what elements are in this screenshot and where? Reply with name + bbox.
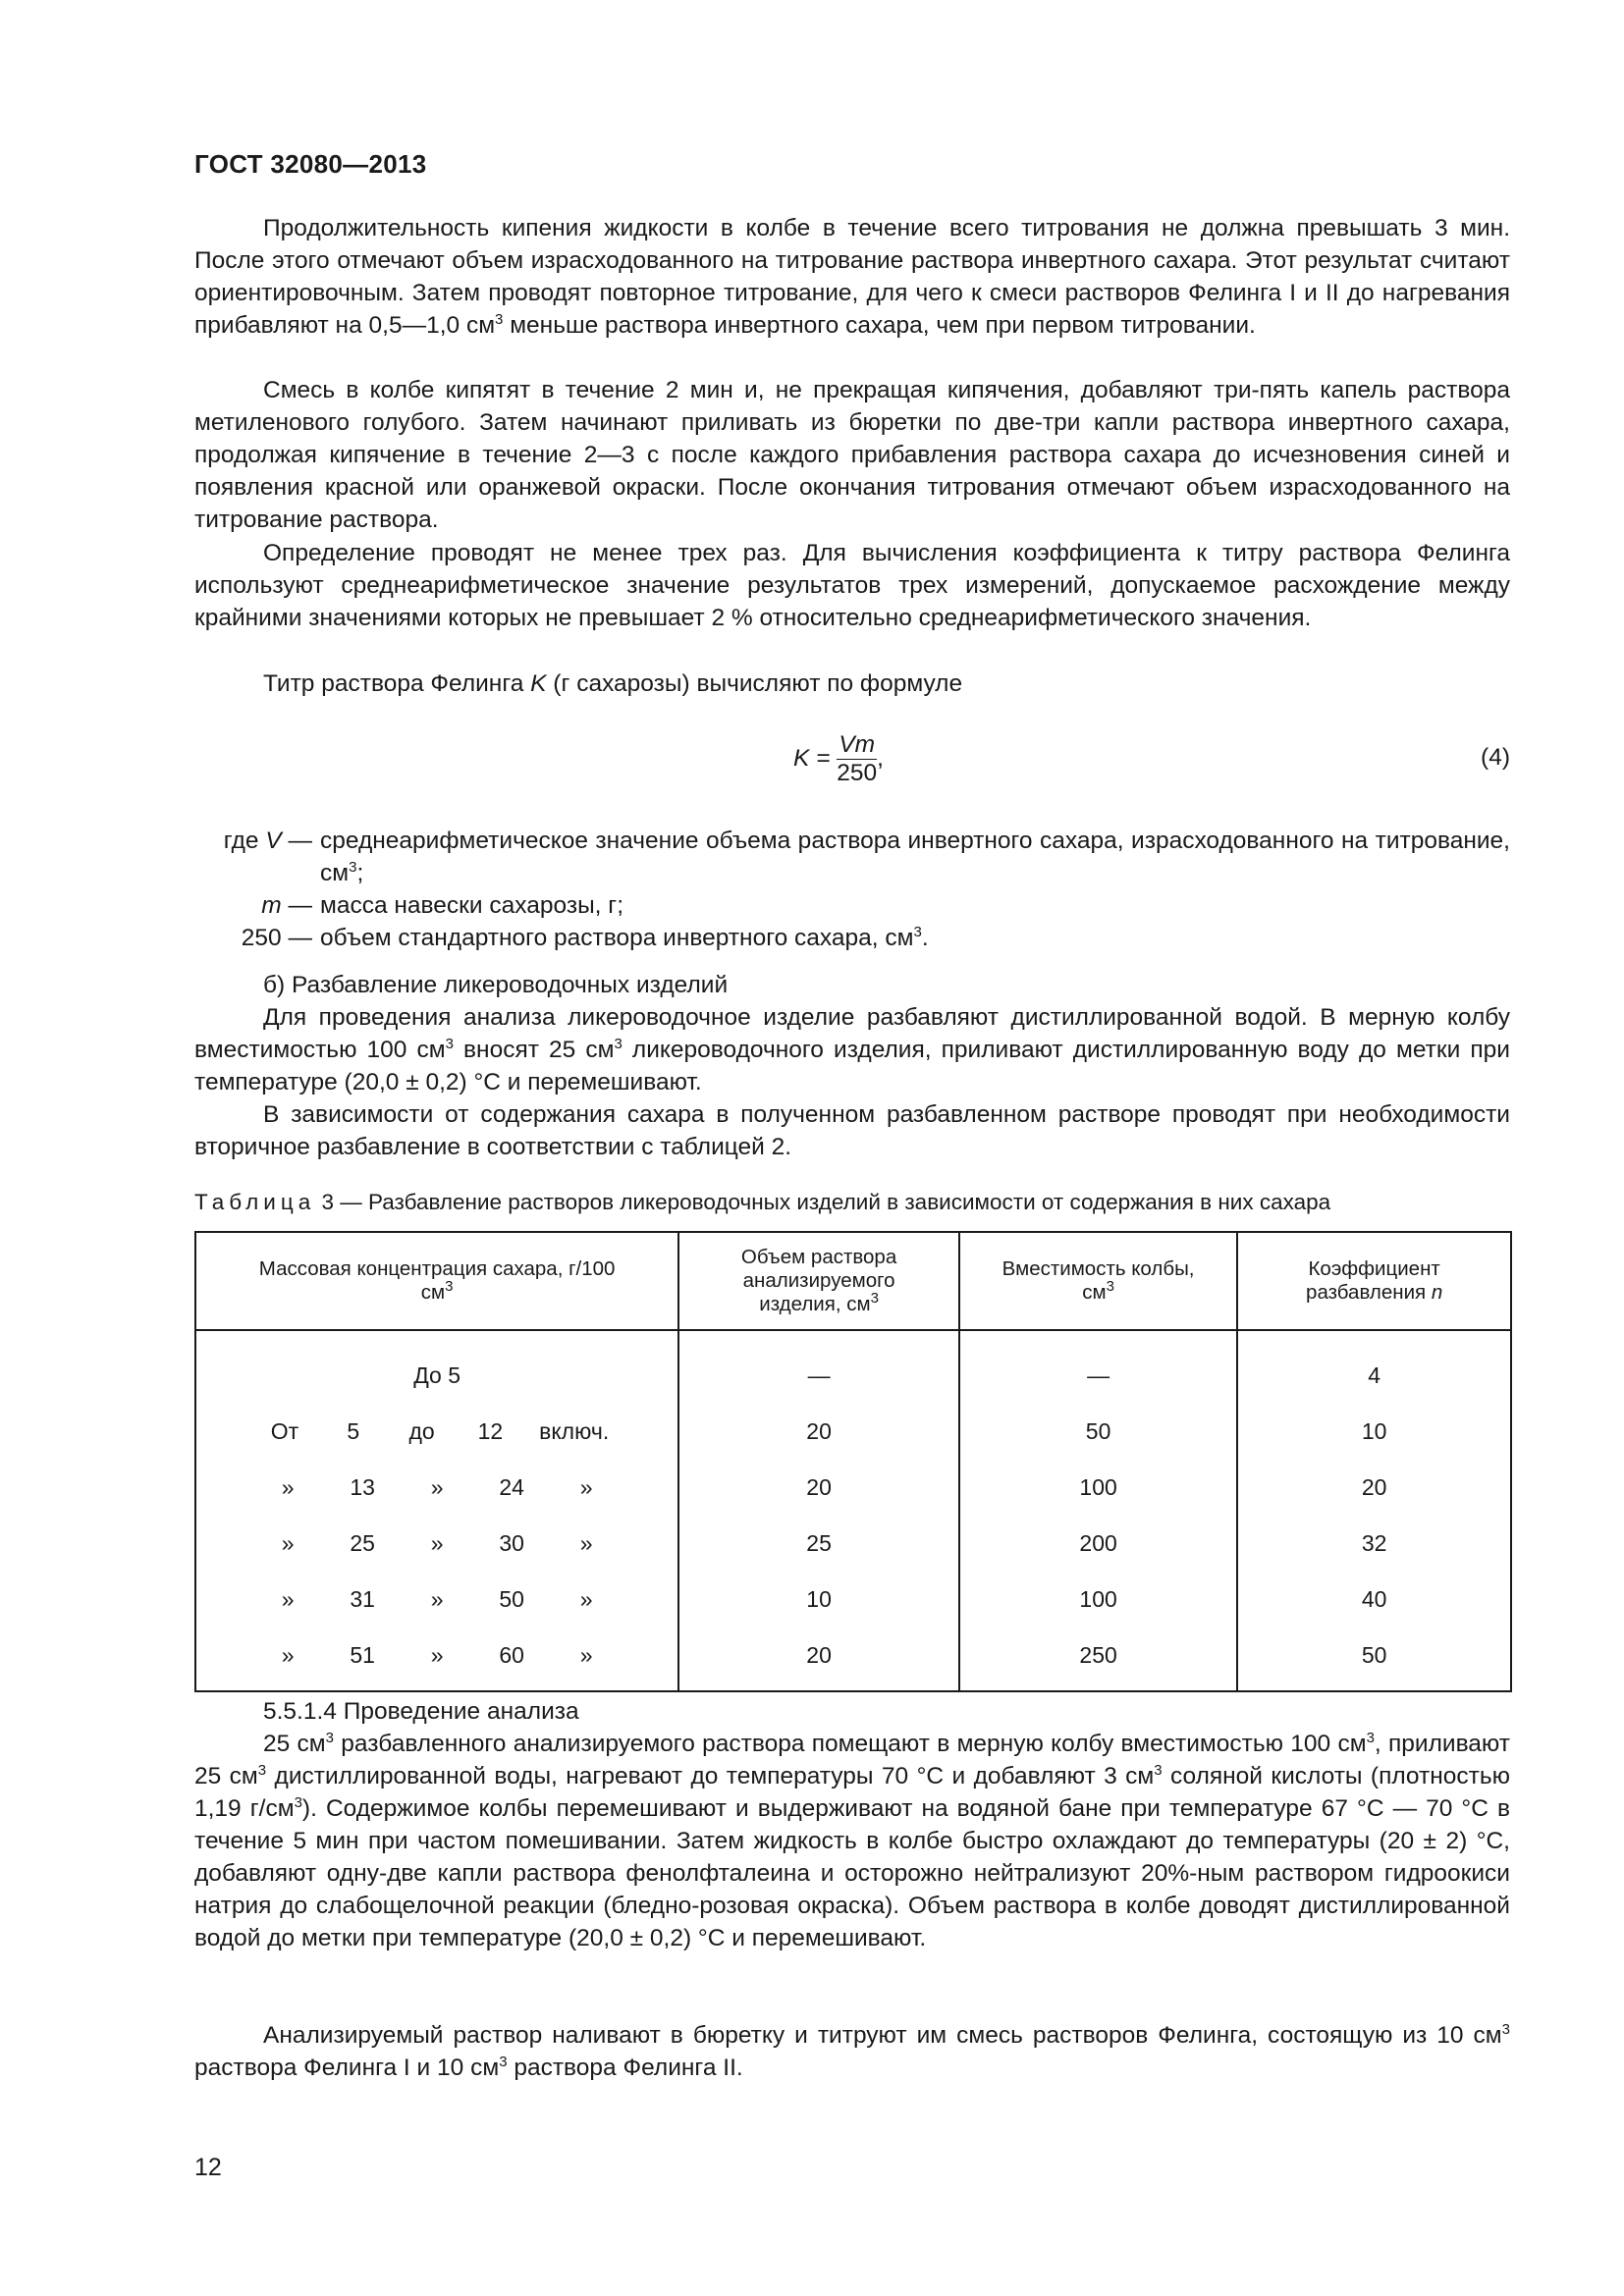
cell-flask: 50: [959, 1404, 1237, 1460]
paragraph-titration-duration: Продолжительность кипения жидкости в колбе в течение всего титрования не должна превышать 3 мин. После этого отмечают объем израсходованного на титрование раствора инвертного сахара. Этот результат считают ориентировочным. Затем проводят повторное титрование, для чего к смеси растворов Фелинга I и II до нагревания прибавляют на 0,5—1,0 $см^3$ меньше раствора инвертного сахара, чем при первом титровании.: [194, 215, 1510, 339]
cell-flask: —: [959, 1330, 1237, 1404]
cell-volume: 20: [678, 1460, 959, 1516]
definition-m: m — масса навески сахарозы, г;: [261, 892, 624, 919]
cell-factor: 20: [1237, 1460, 1511, 1516]
header-sample-volume: Объем раствора анализируемого изделия, $см^3$: [678, 1232, 959, 1330]
cell-flask: 100: [959, 1460, 1237, 1516]
page-number: 12: [194, 2154, 222, 2181]
formula-denominator: 250: [837, 760, 878, 786]
table-row: [195, 1460, 1511, 1516]
paragraph-secondary-dilution: В зависимости от содержания сахара в полученном разбавленном растворе проводят при необходимости вторичное разбавление в соответствии с таблицей 2.: [194, 1101, 1510, 1160]
cell-concentration: » 31 » 50 »: [195, 1572, 678, 1628]
definition-250: 250 — объем стандартного раствора инвертного сахара, $см^3$.: [241, 923, 929, 951]
equation-number: (4): [1481, 744, 1510, 771]
paragraph-repeat-determination: Определение проводят не менее трех раз. Для вычисления коэффициента к титру раствора Фелинга используют среднеарифметическое значение результатов трех измерений, допускаемое расхождение между крайними значениями которых не превышает 2 % относительно среднеарифметического значения.: [194, 540, 1510, 631]
table-header-row: [195, 1232, 1511, 1330]
cell-concentration: До 5: [195, 1330, 678, 1404]
dilution-table: [194, 1231, 1512, 1692]
cell-volume: 10: [678, 1572, 959, 1628]
cell-concentration: От 5 до 12 включ.: [195, 1404, 678, 1460]
cell-volume: 20: [678, 1404, 959, 1460]
formula-fraction: [837, 731, 877, 787]
cell-factor: 4: [1237, 1330, 1511, 1404]
cell-flask: 250: [959, 1628, 1237, 1691]
cell-factor: 32: [1237, 1516, 1511, 1572]
header-flask-capacity: Вместимость колбы, $см^3$: [959, 1232, 1237, 1330]
paragraph-dilution: Для проведения анализа ликероводочное изделие разбавляют дистиллированной водой. В мерную колбу вместимостью 100 $см^3$ вносят 25 $см^3$ ликероводочного изделия, приливают дистиллированную воду до метки при температуре (20,0 ± 0,2) °С и перемешивают.: [194, 1004, 1510, 1095]
table-row: [195, 1516, 1511, 1572]
document-header: ГОСТ 32080—2013: [194, 149, 427, 179]
table-row: [195, 1330, 1511, 1404]
header-dilution-factor: Коэффициент разбавления n: [1237, 1232, 1511, 1330]
paragraph-titration-fehling: Анализируемый раствор наливают в бюретку и титруют им смесь растворов Фелинга, состоящую из 10 $см^3$ раствора Фелинга I и 10 $см^3$ раствора Фелинга II.: [194, 2020, 1510, 2081]
paragraph-analysis: 25 $см^3$ разбавленного анализируемого раствора помещают в мерную колбу вместимостью 100 $см^3$, приливают 25 $см^3$ дистиллированной воды, нагревают до температуры 70 °С и добавляют 3 $см^3$ соляной кислоты (плотностью 1,19 $г/см^3$). Содержимое колбы перемешивают и выдерживают на водяной бане при температуре 67 °С — 70 °С в течение 5 мин при частом помешивании. Затем жидкость в колбе быстро охлаждают до температуры (20 ± 2) °С, добавляют одну-две капли раствора фенолфталеина и осторожно нейтрализуют 20%-ным раствором гидроокиси натрия до слабощелочной реакции (бледно-розовая окраска). Объем раствора в колбе доводят дистиллированной водой до метки при температуре (20,0 ± 0,2) °С и перемешивают.: [194, 1729, 1511, 1951]
paragraph-titer-intro: Титр раствора Фелинга K (г сахарозы) вычисляют по формуле: [263, 670, 963, 697]
table-row: [195, 1572, 1511, 1628]
cell-flask: 100: [959, 1572, 1237, 1628]
formula-titer: K = $\frac{Vm}{250}$ ,: [793, 731, 884, 786]
cell-volume: 20: [678, 1628, 959, 1691]
formula-lhs: K =: [793, 744, 831, 772]
formula-definitions: [194, 825, 1510, 954]
formula-numerator: Vm: [837, 731, 877, 760]
cell-concentration: » 13 » 24 »: [195, 1460, 678, 1516]
cell-factor: 50: [1237, 1628, 1511, 1691]
definition-v: где V — среднеарифметическое значение объема раствора инвертного сахара, израсходованного на титрование, $см^3$;: [223, 828, 1510, 886]
cell-flask: 200: [959, 1516, 1237, 1572]
table-row: [195, 1404, 1511, 1460]
paragraph-boiling: Смесь в колбе кипятят в течение 2 мин и, не прекращая кипячения, добавляют три-пять капель раствора метиленового голубого. Затем начинают приливать из бюретки по две-три капли раствора инвертного сахара, продолжая кипячение в течение 2—3 с после каждого прибавления раствора сахара до исчезновения синей и появления красной или оранжевой окраски. После окончания титрования отмечают объем израсходованного на титрование раствора.: [194, 377, 1510, 533]
cell-factor: 10: [1237, 1404, 1511, 1460]
header-sugar-concentration: Массовая концентрация сахара, г/100 $см^3$: [195, 1232, 678, 1330]
cell-concentration: » 25 » 30 »: [195, 1516, 678, 1572]
cell-concentration: » 51 » 60 »: [195, 1628, 678, 1691]
table-caption: Таблица 3 — Разбавление растворов ликероводочных изделий в зависимости от содержания в них сахара: [194, 1190, 1331, 1214]
cell-factor: 40: [1237, 1572, 1511, 1628]
cell-volume: 25: [678, 1516, 959, 1572]
table-row: [195, 1628, 1511, 1691]
section-b-title: б) Разбавление ликероводочных изделий: [263, 972, 729, 998]
section-5514-title: 5.5.1.4 Проведение анализа: [263, 1698, 579, 1725]
cell-volume: —: [678, 1330, 959, 1404]
